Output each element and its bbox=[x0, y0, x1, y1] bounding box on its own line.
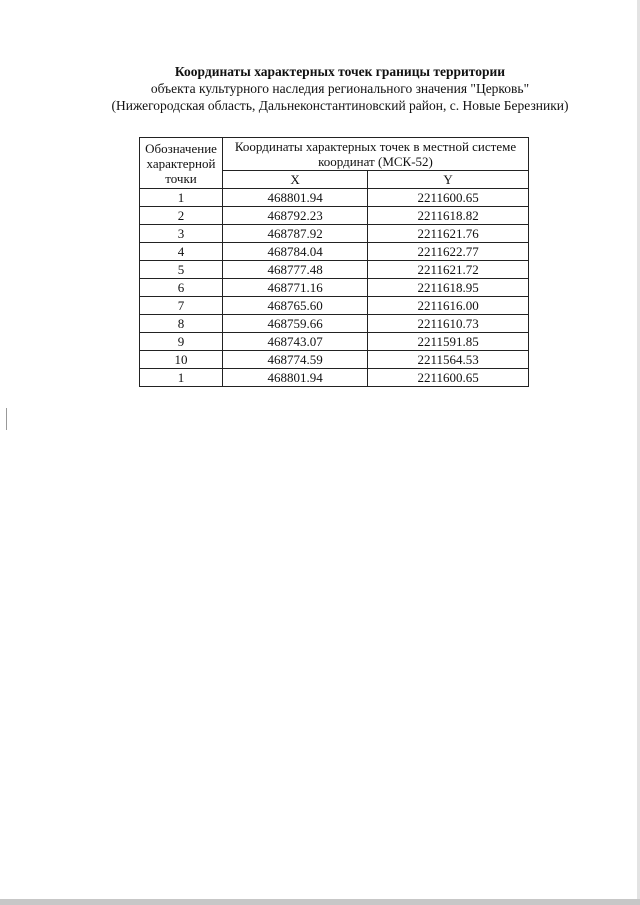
header-point-designation: Обозначение характерной точки bbox=[140, 138, 223, 189]
cell-point: 1 bbox=[140, 369, 223, 387]
header-coordinates-group: Координаты характерных точек в местной системе координат (МСК-52) bbox=[223, 138, 529, 171]
cell-point: 7 bbox=[140, 297, 223, 315]
cell-x: 468801.94 bbox=[223, 189, 368, 207]
cell-x: 468792.23 bbox=[223, 207, 368, 225]
cell-y: 2211616.00 bbox=[368, 297, 529, 315]
cell-y: 2211564.53 bbox=[368, 351, 529, 369]
header-x: X bbox=[223, 171, 368, 189]
cell-x: 468777.48 bbox=[223, 261, 368, 279]
table-row bbox=[140, 315, 529, 333]
cell-y: 2211600.65 bbox=[368, 369, 529, 387]
cell-y: 2211622.77 bbox=[368, 243, 529, 261]
cell-x: 468774.59 bbox=[223, 351, 368, 369]
cell-point: 2 bbox=[140, 207, 223, 225]
cell-point: 6 bbox=[140, 279, 223, 297]
cell-point: 10 bbox=[140, 351, 223, 369]
coordinates-table bbox=[139, 137, 529, 387]
heading-location: (Нижегородская область, Дальнеконстантиновский район, с. Новые Березники) bbox=[111, 98, 569, 113]
cell-point: 9 bbox=[140, 333, 223, 351]
cell-y: 2211621.76 bbox=[368, 225, 529, 243]
cell-x: 468759.66 bbox=[223, 315, 368, 333]
cell-x: 468765.60 bbox=[223, 297, 368, 315]
cell-point: 1 bbox=[140, 189, 223, 207]
cell-x: 468784.04 bbox=[223, 243, 368, 261]
cell-y: 2211621.72 bbox=[368, 261, 529, 279]
header-y: Y bbox=[368, 171, 529, 189]
table-row bbox=[140, 351, 529, 369]
cell-x: 468743.07 bbox=[223, 333, 368, 351]
document-heading bbox=[0, 63, 640, 114]
table-row bbox=[140, 369, 529, 387]
cell-point: 5 bbox=[140, 261, 223, 279]
cell-y: 2211600.65 bbox=[368, 189, 529, 207]
scan-artifact-mark bbox=[6, 408, 7, 430]
table-row bbox=[140, 243, 529, 261]
table-row bbox=[140, 279, 529, 297]
heading-subtitle: объекта культурного наследия регионального значения "Церковь" bbox=[150, 81, 530, 96]
cell-y: 2211591.85 bbox=[368, 333, 529, 351]
cell-x: 468787.92 bbox=[223, 225, 368, 243]
scan-edge-bottom bbox=[0, 899, 640, 905]
table-header-row bbox=[140, 138, 529, 171]
cell-y: 2211618.95 bbox=[368, 279, 529, 297]
cell-x: 468801.94 bbox=[223, 369, 368, 387]
table-row bbox=[140, 333, 529, 351]
table-row bbox=[140, 225, 529, 243]
cell-y: 2211618.82 bbox=[368, 207, 529, 225]
heading-title: Координаты характерных точек границы территории bbox=[174, 64, 506, 79]
cell-point: 4 bbox=[140, 243, 223, 261]
table-row bbox=[140, 189, 529, 207]
cell-point: 3 bbox=[140, 225, 223, 243]
table-row bbox=[140, 207, 529, 225]
cell-x: 468771.16 bbox=[223, 279, 368, 297]
cell-point: 8 bbox=[140, 315, 223, 333]
table-row bbox=[140, 261, 529, 279]
table-row bbox=[140, 297, 529, 315]
cell-y: 2211610.73 bbox=[368, 315, 529, 333]
